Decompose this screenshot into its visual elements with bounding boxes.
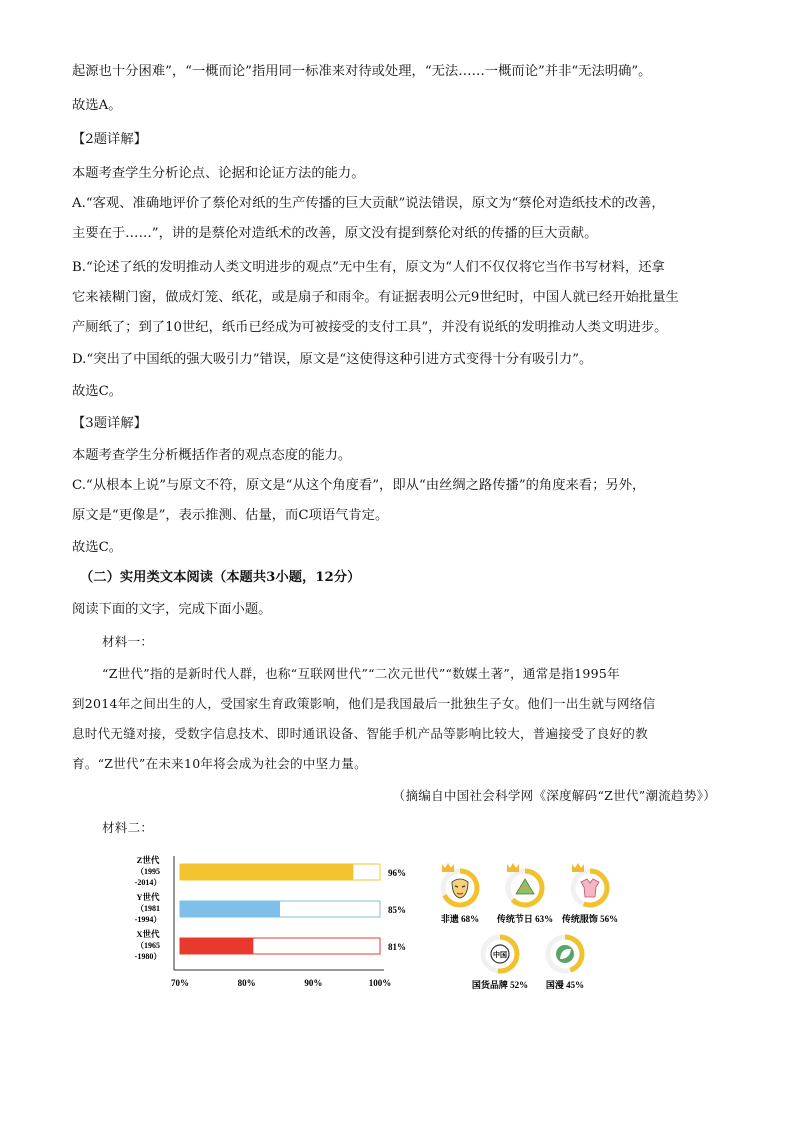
material-label: 材料一：	[102, 634, 154, 649]
crown-icon	[507, 863, 519, 872]
category-label: X世代	[136, 929, 160, 939]
paragraph: 主要在于……”，讲的是蔡伦对造纸术的改善，原文没有提到蔡伦对纸的传播的巨大贡献。	[72, 226, 598, 241]
paragraph: 故选A。	[72, 98, 122, 113]
source-citation: （摘编自中国社会科学网《深度解码“Z世代”潮流趋势》）	[392, 788, 716, 803]
paragraph: 息时代无缝对接，受数字信息技术、即时通讯设备、智能手机产品等影响比较大，普遍接受了良好的教	[72, 726, 649, 741]
paragraph: 故选C。	[72, 540, 123, 555]
paragraph: C.“从根本上说”与原文不符，原文是“从这个角度看”，即从“由丝绸之路传播”的角度来看；另外，	[72, 478, 646, 493]
donut-label: 非遗 68%	[440, 914, 480, 924]
x-tick-label: 70%	[171, 978, 189, 988]
paragraph: D.“突出了中国纸的强大吸引力”错误，原文是“这使得这种引进方式变得十分有吸引力”。	[72, 352, 593, 367]
category-label: Z世代	[136, 855, 160, 865]
china-badge-text: 中国	[493, 951, 507, 959]
donut-label: 传统节日 63%	[496, 914, 554, 924]
paragraph: 本题考查学生分析论点、论据和论证方法的能力。	[72, 166, 365, 181]
paragraph: 产厕纸了；到了10世纪，纸币已经成为可被接受的支付工具”，并没有说纸的发明推动人类文明进步。	[72, 320, 668, 335]
tradition-donut-chart	[425, 852, 665, 997]
crown-icon	[572, 863, 584, 872]
section-heading: 【3题详解】	[72, 416, 147, 431]
paragraph: 它来裱糊门窗，做成灯笼、纸花，或是扇子和雨伞。有证据表明公元9世纪时，中国人就已经开始批量生	[72, 290, 679, 305]
category-range-label: -1994）	[134, 915, 162, 924]
crown-icon	[442, 863, 454, 872]
bar	[180, 901, 280, 917]
paragraph: 起源也十分困难”，“一概而论”指用同一标准来对待或处理，“无法……一概而论”并非“无法明确”。	[72, 64, 652, 79]
material-label: 材料二：	[102, 820, 154, 835]
category-range-label: （1981	[136, 904, 160, 913]
category-range-label: -1980）	[134, 952, 162, 961]
bar	[180, 938, 253, 954]
china-brand-icon	[491, 945, 509, 963]
bar-value-label: 81%	[388, 942, 406, 952]
category-label: Y世代	[136, 892, 160, 902]
x-tick-label: 80%	[237, 978, 256, 988]
leaf-icon	[556, 945, 574, 963]
paragraph: 阅读下面的文字，完成下面小题。	[72, 602, 272, 617]
bar-value-label: 85%	[388, 905, 406, 915]
category-range-label: （1965	[136, 941, 160, 950]
paragraph: 到2014年之间出生的人，受国家生育政策影响，他们是我国最后一批独生子女。他们一出生就与网络信	[72, 696, 656, 711]
paragraph: B.“论述了纸的发明推动人类文明进步的观点”无中生有，原文为“人们不仅仅将它当作书写材料，还拿	[72, 260, 665, 275]
paragraph: 故选C。	[72, 384, 123, 399]
donut-label: 国漫 45%	[545, 980, 585, 990]
generation-bar-chart	[120, 852, 420, 997]
bar-value-label: 96%	[388, 868, 406, 878]
bar	[180, 864, 353, 880]
x-tick-label: 100%	[368, 978, 392, 988]
paragraph: “Z世代”指的是新时代人群，也称“互联网世代”“二次元世代”“数媒土著”，通常是指1995年	[102, 666, 620, 681]
section-heading: 【2题详解】	[72, 132, 147, 147]
x-tick-label: 90%	[304, 978, 323, 988]
category-range-label: （1995	[136, 867, 160, 876]
paragraph: A.“客观、准确地评价了蔡伦对纸的生产传播的巨大贡献”说法错误，原文为“蔡伦对造纸技术的改善，	[72, 196, 665, 211]
section-title: （二）实用类文本阅读（本题共3小题，12分）	[80, 570, 361, 585]
donut-label: 国货品牌 52%	[471, 980, 529, 990]
category-range-label: -2014）	[134, 878, 162, 887]
paragraph: 育。“Z世代”在未来10年将会成为社会的中坚力量。	[72, 756, 367, 771]
donut-label: 传统服饰 56%	[561, 914, 619, 924]
paragraph: 原文是“更像是”，表示推测、估量，而C项语气肯定。	[72, 508, 389, 523]
paragraph: 本题考查学生分析概括作者的观点态度的能力。	[72, 448, 352, 463]
